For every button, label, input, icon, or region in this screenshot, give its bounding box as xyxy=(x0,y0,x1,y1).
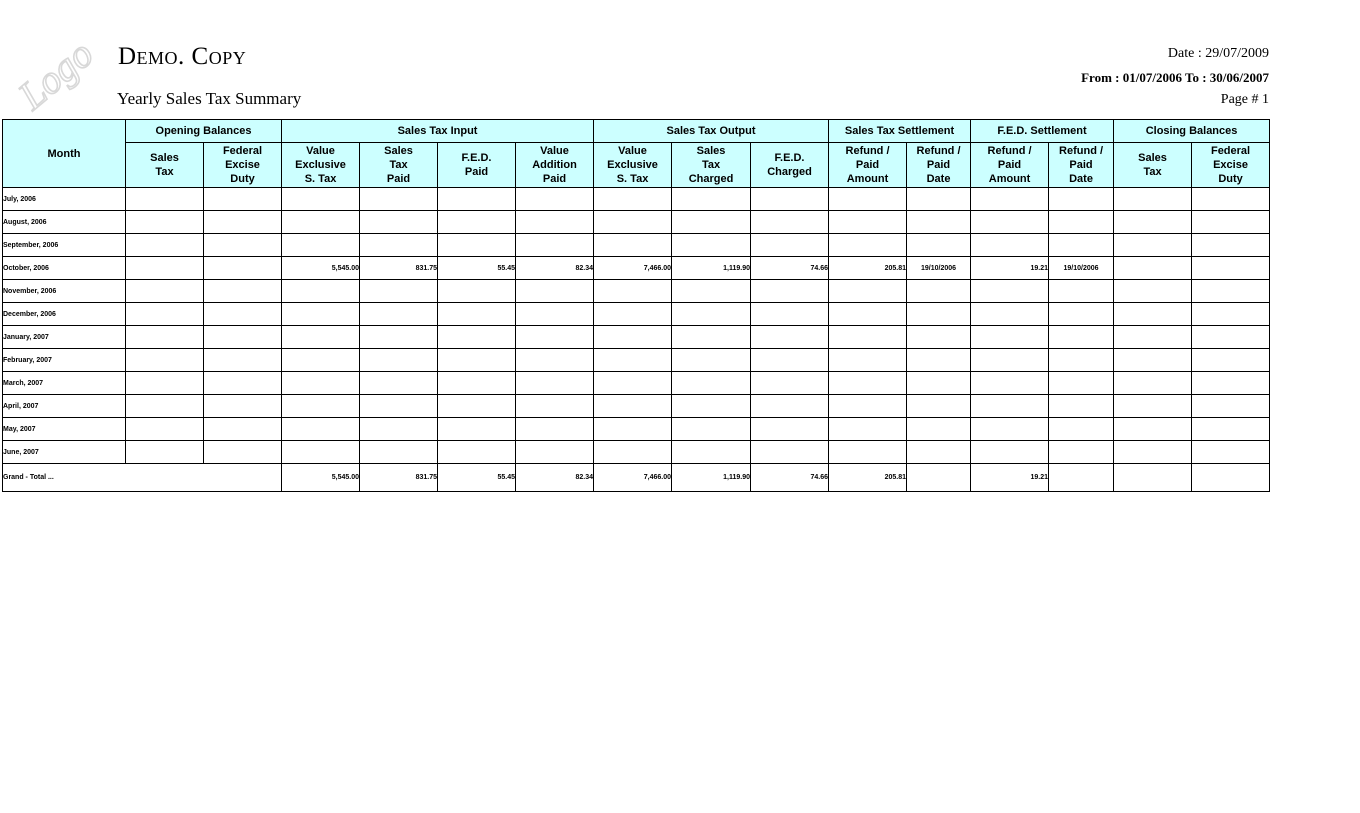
value-cell xyxy=(829,326,907,349)
table-row xyxy=(3,234,1270,257)
table-row xyxy=(3,280,1270,303)
value-cell xyxy=(829,349,907,372)
value-cell xyxy=(751,395,829,418)
value-cell: 5,545.00 xyxy=(282,257,360,280)
group-sales-tax-settlement: Sales Tax Settlement xyxy=(829,120,971,143)
column-header-line: Tax xyxy=(155,166,174,178)
value-cell xyxy=(907,188,971,211)
value-cell xyxy=(516,349,594,372)
value-cell: 82.34 xyxy=(516,257,594,280)
value-cell xyxy=(126,441,204,464)
value-cell xyxy=(1192,395,1270,418)
value-cell xyxy=(829,211,907,234)
value-cell xyxy=(360,372,438,395)
value-cell xyxy=(282,372,360,395)
value-cell xyxy=(1114,418,1192,441)
value-cell xyxy=(1114,395,1192,418)
value-cell xyxy=(594,188,672,211)
value-cell xyxy=(360,349,438,372)
month-cell: August, 2006 xyxy=(3,211,126,234)
value-cell xyxy=(438,395,516,418)
value-cell xyxy=(751,349,829,372)
report-date: Date : 29/07/2009 xyxy=(1167,46,1269,61)
value-cell xyxy=(126,211,204,234)
value-cell xyxy=(1049,395,1114,418)
value-cell xyxy=(594,395,672,418)
month-cell: November, 2006 xyxy=(3,280,126,303)
table-row xyxy=(3,395,1270,418)
column-header-line: Duty xyxy=(1218,173,1243,185)
value-cell xyxy=(1192,349,1270,372)
column-header-line: Sales xyxy=(696,145,726,157)
group-opening-balances: Opening Balances xyxy=(126,120,282,143)
company-name: Demo. Copy xyxy=(118,43,247,70)
value-cell: 1,119.90 xyxy=(672,257,751,280)
month-cell: May, 2007 xyxy=(3,418,126,441)
value-cell xyxy=(1192,303,1270,326)
total-value-cell: 205.81 xyxy=(829,464,907,492)
value-cell xyxy=(1114,188,1192,211)
column-header xyxy=(1192,143,1270,188)
value-cell xyxy=(1049,211,1114,234)
value-cell: 831.75 xyxy=(360,257,438,280)
column-header xyxy=(672,143,751,188)
column-header-line: Refund / xyxy=(845,145,890,157)
value-cell xyxy=(516,326,594,349)
column-header xyxy=(204,143,282,188)
value-cell xyxy=(360,441,438,464)
month-cell: June, 2007 xyxy=(3,441,126,464)
value-cell xyxy=(594,211,672,234)
column-header-line: Excise xyxy=(1213,159,1248,171)
value-cell: 19.21 xyxy=(971,257,1049,280)
column-header-line: Sales xyxy=(150,152,179,164)
value-cell xyxy=(516,418,594,441)
value-cell xyxy=(971,395,1049,418)
value-cell xyxy=(360,211,438,234)
value-cell xyxy=(672,188,751,211)
value-cell xyxy=(594,303,672,326)
column-header-line: Charged xyxy=(767,166,812,178)
value-cell xyxy=(1192,234,1270,257)
column-header-line: Charged xyxy=(688,173,734,185)
total-value-cell: 831.75 xyxy=(360,464,438,492)
column-header-line: Exclusive xyxy=(607,159,658,171)
value-cell xyxy=(1192,372,1270,395)
column-header-line: Excise xyxy=(225,159,260,171)
value-cell xyxy=(438,188,516,211)
column-header-line: Exclusive xyxy=(295,159,346,171)
value-cell: 205.81 xyxy=(829,257,907,280)
value-cell xyxy=(672,441,751,464)
value-cell xyxy=(1114,211,1192,234)
column-header xyxy=(907,143,971,188)
column-header-line: Sales xyxy=(384,145,413,157)
value-cell xyxy=(751,280,829,303)
value-cell: 7,466.00 xyxy=(594,257,672,280)
value-cell xyxy=(1192,280,1270,303)
value-cell xyxy=(751,372,829,395)
grand-total-label: Grand - Total ... xyxy=(3,464,282,492)
group-sales-tax-output: Sales Tax Output xyxy=(594,120,829,143)
table-row xyxy=(3,326,1270,349)
column-header xyxy=(126,143,204,188)
total-value-cell xyxy=(1114,464,1192,492)
value-cell xyxy=(204,234,282,257)
column-header xyxy=(971,143,1049,188)
value-cell xyxy=(907,211,971,234)
column-header xyxy=(516,143,594,188)
value-cell xyxy=(1114,280,1192,303)
value-cell xyxy=(751,188,829,211)
page-number: Page # 1 xyxy=(1220,92,1269,107)
value-cell xyxy=(971,211,1049,234)
value-cell xyxy=(438,211,516,234)
column-header-line: Addition xyxy=(532,159,577,171)
value-cell xyxy=(672,326,751,349)
value-cell xyxy=(126,395,204,418)
column-header-line: Date xyxy=(1069,173,1093,185)
grand-total-row xyxy=(3,464,1270,492)
group-fed-settlement: F.E.D. Settlement xyxy=(971,120,1114,143)
value-cell xyxy=(204,257,282,280)
value-cell xyxy=(438,349,516,372)
value-cell xyxy=(1049,349,1114,372)
column-header-line: Paid xyxy=(1069,159,1093,171)
value-cell xyxy=(360,303,438,326)
value-cell xyxy=(594,418,672,441)
column-header-line: Tax xyxy=(389,159,408,171)
value-cell xyxy=(1192,418,1270,441)
value-cell xyxy=(594,326,672,349)
column-header-line: Value xyxy=(540,145,569,157)
value-cell xyxy=(126,349,204,372)
value-cell xyxy=(971,418,1049,441)
column-header-line: Duty xyxy=(230,173,255,185)
value-cell xyxy=(360,234,438,257)
column-header xyxy=(360,143,438,188)
value-cell xyxy=(438,418,516,441)
value-cell xyxy=(751,211,829,234)
value-cell xyxy=(594,441,672,464)
value-cell xyxy=(672,234,751,257)
value-cell xyxy=(594,372,672,395)
value-cell xyxy=(516,211,594,234)
value-cell xyxy=(126,372,204,395)
value-cell xyxy=(971,188,1049,211)
value-cell xyxy=(1114,326,1192,349)
value-cell xyxy=(907,303,971,326)
sales-tax-summary-table xyxy=(2,119,1270,492)
report-title: Yearly Sales Tax Summary xyxy=(117,89,302,108)
value-cell: 74.66 xyxy=(751,257,829,280)
column-header-line: S. Tax xyxy=(304,173,337,185)
value-cell xyxy=(829,280,907,303)
column-header-line: Refund / xyxy=(916,145,961,157)
value-cell xyxy=(907,418,971,441)
value-cell xyxy=(516,441,594,464)
value-cell xyxy=(907,395,971,418)
column-header-line: Paid xyxy=(542,173,567,185)
value-cell xyxy=(282,326,360,349)
value-cell xyxy=(516,395,594,418)
value-cell xyxy=(829,234,907,257)
value-cell: 55.45 xyxy=(438,257,516,280)
column-header xyxy=(282,143,360,188)
month-cell: April, 2007 xyxy=(3,395,126,418)
value-cell xyxy=(1114,372,1192,395)
value-cell xyxy=(1114,441,1192,464)
month-cell: October, 2006 xyxy=(3,257,126,280)
value-cell xyxy=(829,395,907,418)
value-cell xyxy=(672,211,751,234)
value-cell xyxy=(360,280,438,303)
value-cell xyxy=(971,326,1049,349)
total-value-cell xyxy=(1192,464,1270,492)
total-value-cell: 1,119.90 xyxy=(672,464,751,492)
value-cell xyxy=(204,326,282,349)
column-header-line: Amount xyxy=(846,173,889,185)
value-cell xyxy=(751,326,829,349)
value-cell xyxy=(282,280,360,303)
value-cell: 19/10/2006 xyxy=(907,257,971,280)
table-row xyxy=(3,418,1270,441)
value-cell xyxy=(751,418,829,441)
column-header-line: Refund / xyxy=(1059,145,1104,157)
value-cell xyxy=(204,280,282,303)
total-value-cell: 55.45 xyxy=(438,464,516,492)
value-cell xyxy=(360,418,438,441)
value-cell xyxy=(1114,234,1192,257)
value-cell xyxy=(907,349,971,372)
table-row xyxy=(3,257,1270,280)
value-cell xyxy=(126,326,204,349)
column-header-line: Federal xyxy=(1210,145,1251,157)
value-cell xyxy=(1114,349,1192,372)
value-cell xyxy=(971,372,1049,395)
logo-watermark xyxy=(6,30,102,119)
column-header xyxy=(751,143,829,188)
month-cell: January, 2007 xyxy=(3,326,126,349)
value-cell xyxy=(516,303,594,326)
value-cell xyxy=(204,349,282,372)
value-cell xyxy=(829,188,907,211)
value-cell xyxy=(672,349,751,372)
value-cell xyxy=(126,257,204,280)
value-cell xyxy=(204,211,282,234)
value-cell: 19/10/2006 xyxy=(1049,257,1114,280)
column-header-line: Value xyxy=(618,145,647,157)
column-header-line: Federal xyxy=(222,145,263,157)
value-cell xyxy=(1049,372,1114,395)
value-cell xyxy=(1049,418,1114,441)
value-cell xyxy=(907,326,971,349)
total-value-cell: 19.21 xyxy=(971,464,1049,492)
month-header: Month xyxy=(3,120,126,188)
value-cell xyxy=(438,303,516,326)
table-row xyxy=(3,349,1270,372)
value-cell xyxy=(204,303,282,326)
value-cell xyxy=(829,372,907,395)
value-cell xyxy=(971,441,1049,464)
month-cell: September, 2006 xyxy=(3,234,126,257)
value-cell xyxy=(516,372,594,395)
column-header-line: Paid xyxy=(855,159,880,171)
group-closing-balances: Closing Balances xyxy=(1114,120,1270,143)
value-cell xyxy=(1114,257,1192,280)
value-cell xyxy=(282,234,360,257)
total-value-cell xyxy=(1049,464,1114,492)
value-cell xyxy=(126,418,204,441)
value-cell xyxy=(438,280,516,303)
column-header-line: Amount xyxy=(988,173,1031,185)
total-value-cell: 74.66 xyxy=(751,464,829,492)
value-cell xyxy=(751,303,829,326)
column-header-line: Paid xyxy=(464,166,489,178)
value-cell xyxy=(126,188,204,211)
month-cell: July, 2006 xyxy=(3,188,126,211)
column-header-line: Tax xyxy=(701,159,721,171)
month-cell: February, 2007 xyxy=(3,349,126,372)
value-cell xyxy=(438,326,516,349)
value-cell xyxy=(282,395,360,418)
value-cell xyxy=(360,326,438,349)
value-cell xyxy=(282,349,360,372)
column-header-line: S. Tax xyxy=(616,173,649,185)
value-cell xyxy=(1192,211,1270,234)
value-cell xyxy=(907,280,971,303)
value-cell xyxy=(1049,188,1114,211)
value-cell xyxy=(751,441,829,464)
total-value-cell xyxy=(907,464,971,492)
column-header-line: Paid xyxy=(386,173,411,185)
column-header-line: Paid xyxy=(926,159,951,171)
value-cell xyxy=(204,395,282,418)
value-cell xyxy=(672,303,751,326)
column-header-line: Value xyxy=(306,145,335,157)
value-cell xyxy=(672,280,751,303)
value-cell xyxy=(1192,326,1270,349)
value-cell xyxy=(672,372,751,395)
value-cell xyxy=(204,418,282,441)
column-header-line: Refund / xyxy=(987,145,1032,157)
column-header-line: Date xyxy=(926,173,951,185)
value-cell xyxy=(282,418,360,441)
value-cell xyxy=(1192,441,1270,464)
table-row xyxy=(3,303,1270,326)
date-range: From : 01/07/2006 To : 30/06/2007 xyxy=(1081,70,1269,85)
value-cell xyxy=(1049,326,1114,349)
group-sales-tax-input: Sales Tax Input xyxy=(282,120,594,143)
column-header xyxy=(1114,143,1192,188)
column-header xyxy=(594,143,672,188)
value-cell xyxy=(907,234,971,257)
value-cell xyxy=(751,234,829,257)
value-cell xyxy=(907,441,971,464)
value-cell xyxy=(829,303,907,326)
svg-text:Logo: Logo xyxy=(9,30,102,119)
value-cell xyxy=(594,234,672,257)
table-row xyxy=(3,188,1270,211)
value-cell xyxy=(1049,303,1114,326)
column-header-line: Tax xyxy=(1143,166,1162,178)
value-cell xyxy=(438,234,516,257)
value-cell xyxy=(126,280,204,303)
value-cell xyxy=(1049,441,1114,464)
value-cell xyxy=(282,211,360,234)
value-cell xyxy=(829,418,907,441)
value-cell xyxy=(1114,303,1192,326)
column-header xyxy=(1049,143,1114,188)
value-cell xyxy=(971,234,1049,257)
value-cell xyxy=(438,441,516,464)
value-cell xyxy=(282,303,360,326)
value-cell xyxy=(204,188,282,211)
column-header xyxy=(829,143,907,188)
value-cell xyxy=(1192,188,1270,211)
column-header-line: F.E.D. xyxy=(461,152,492,164)
value-cell xyxy=(971,349,1049,372)
table-row xyxy=(3,372,1270,395)
value-cell xyxy=(438,372,516,395)
total-value-cell: 7,466.00 xyxy=(594,464,672,492)
total-value-cell: 82.34 xyxy=(516,464,594,492)
value-cell xyxy=(360,188,438,211)
column-header-line: F.E.D. xyxy=(774,152,805,164)
table-row xyxy=(3,441,1270,464)
value-cell xyxy=(126,303,204,326)
value-cell xyxy=(594,349,672,372)
column-header-line: Sales xyxy=(1138,152,1167,164)
month-cell: March, 2007 xyxy=(3,372,126,395)
value-cell xyxy=(516,280,594,303)
value-cell xyxy=(282,441,360,464)
value-cell xyxy=(672,418,751,441)
value-cell xyxy=(360,395,438,418)
column-header-line: Paid xyxy=(997,159,1022,171)
column-header xyxy=(438,143,516,188)
value-cell xyxy=(1049,280,1114,303)
value-cell xyxy=(204,372,282,395)
value-cell xyxy=(829,441,907,464)
value-cell xyxy=(516,234,594,257)
month-cell: December, 2006 xyxy=(3,303,126,326)
value-cell xyxy=(971,280,1049,303)
value-cell xyxy=(1192,257,1270,280)
value-cell xyxy=(126,234,204,257)
value-cell xyxy=(1049,234,1114,257)
value-cell xyxy=(204,441,282,464)
value-cell xyxy=(971,303,1049,326)
value-cell xyxy=(672,395,751,418)
value-cell xyxy=(594,280,672,303)
value-cell xyxy=(907,372,971,395)
table-row xyxy=(3,211,1270,234)
total-value-cell: 5,545.00 xyxy=(282,464,360,492)
value-cell xyxy=(282,188,360,211)
value-cell xyxy=(516,188,594,211)
